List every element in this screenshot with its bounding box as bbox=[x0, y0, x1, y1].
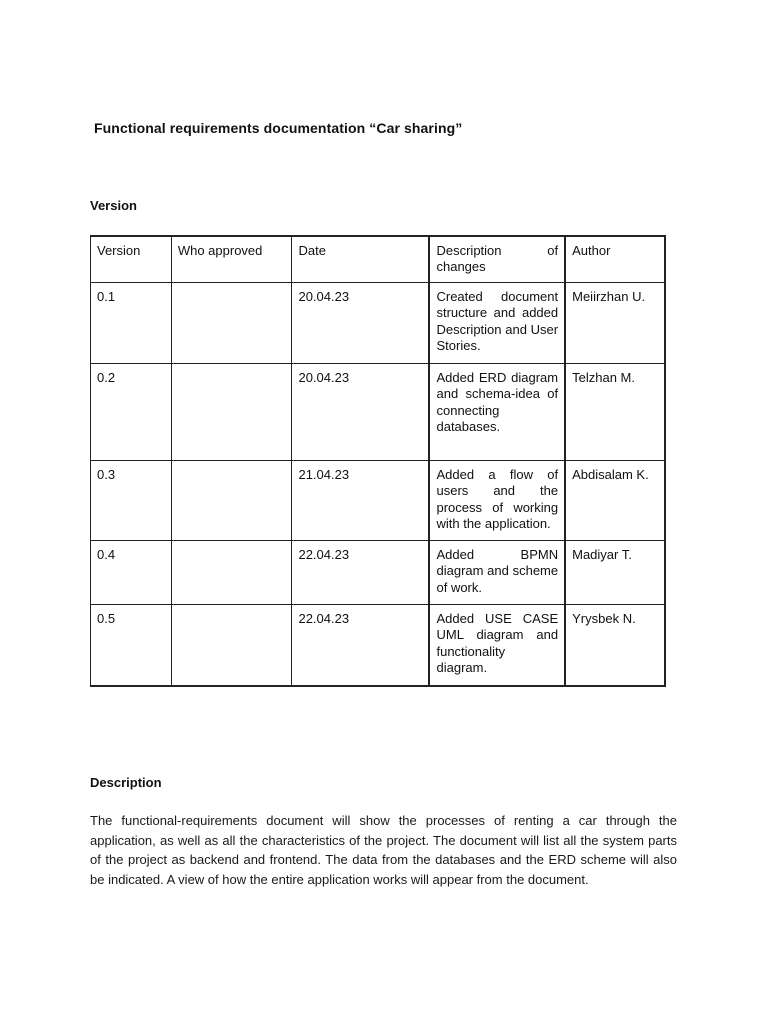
version-history-table bbox=[90, 235, 666, 687]
cell-date: 22.04.23 bbox=[292, 605, 430, 687]
cell-version: 0.1 bbox=[91, 283, 172, 364]
table-row bbox=[91, 461, 666, 541]
table-header-row bbox=[91, 236, 666, 283]
cell-author: Telzhan M. bbox=[565, 364, 665, 461]
cell-who-approved bbox=[171, 283, 292, 364]
cell-date: 21.04.23 bbox=[292, 461, 430, 541]
header-cell-date: Date bbox=[292, 236, 430, 283]
table-row bbox=[91, 364, 666, 461]
header-cell-version: Version bbox=[91, 236, 172, 283]
cell-description: Added a flow of users and the process of working with the application. bbox=[429, 461, 565, 541]
cell-description: Created document structure and added Description and User Stories. bbox=[429, 283, 565, 364]
cell-author: Yrysbek N. bbox=[565, 605, 665, 687]
table-row bbox=[91, 541, 666, 605]
cell-who-approved bbox=[171, 364, 292, 461]
cell-who-approved bbox=[171, 541, 292, 605]
document-title: Functional requirements documentation “Car sharing” bbox=[94, 120, 463, 136]
cell-date: 22.04.23 bbox=[292, 541, 430, 605]
cell-date: 20.04.23 bbox=[292, 364, 430, 461]
cell-description: Added BPMN diagram and scheme of work. bbox=[429, 541, 565, 605]
header-cell-description: Description of changes bbox=[429, 236, 565, 283]
cell-version: 0.4 bbox=[91, 541, 172, 605]
cell-who-approved bbox=[171, 461, 292, 541]
cell-version: 0.3 bbox=[91, 461, 172, 541]
cell-version: 0.5 bbox=[91, 605, 172, 687]
table-row bbox=[91, 283, 666, 364]
version-section-heading: Version bbox=[90, 198, 137, 213]
cell-description: Added USE CASE UML diagram and functionality diagram. bbox=[429, 605, 565, 687]
cell-author: Abdisalam K. bbox=[565, 461, 665, 541]
header-cell-author: Author bbox=[565, 236, 665, 283]
cell-description: Added ERD diagram and schema-idea of connecting databases. bbox=[429, 364, 565, 461]
description-section-heading: Description bbox=[90, 775, 162, 790]
table-row bbox=[91, 605, 666, 687]
cell-version: 0.2 bbox=[91, 364, 172, 461]
header-cell-who-approved: Who approved bbox=[171, 236, 292, 283]
description-paragraph: The functional-requirements document will show the processes of renting a car through the application, as well as all the characteristics of the project. The document will list all the system parts of the project as backend and frontend. The data from the databases and the ERD scheme will also be indicated. A view of how the entire application works will appear from the document. bbox=[90, 813, 677, 887]
cell-author: Meiirzhan U. bbox=[565, 283, 665, 364]
cell-who-approved bbox=[171, 605, 292, 687]
cell-date: 20.04.23 bbox=[292, 283, 430, 364]
cell-author: Madiyar T. bbox=[565, 541, 665, 605]
